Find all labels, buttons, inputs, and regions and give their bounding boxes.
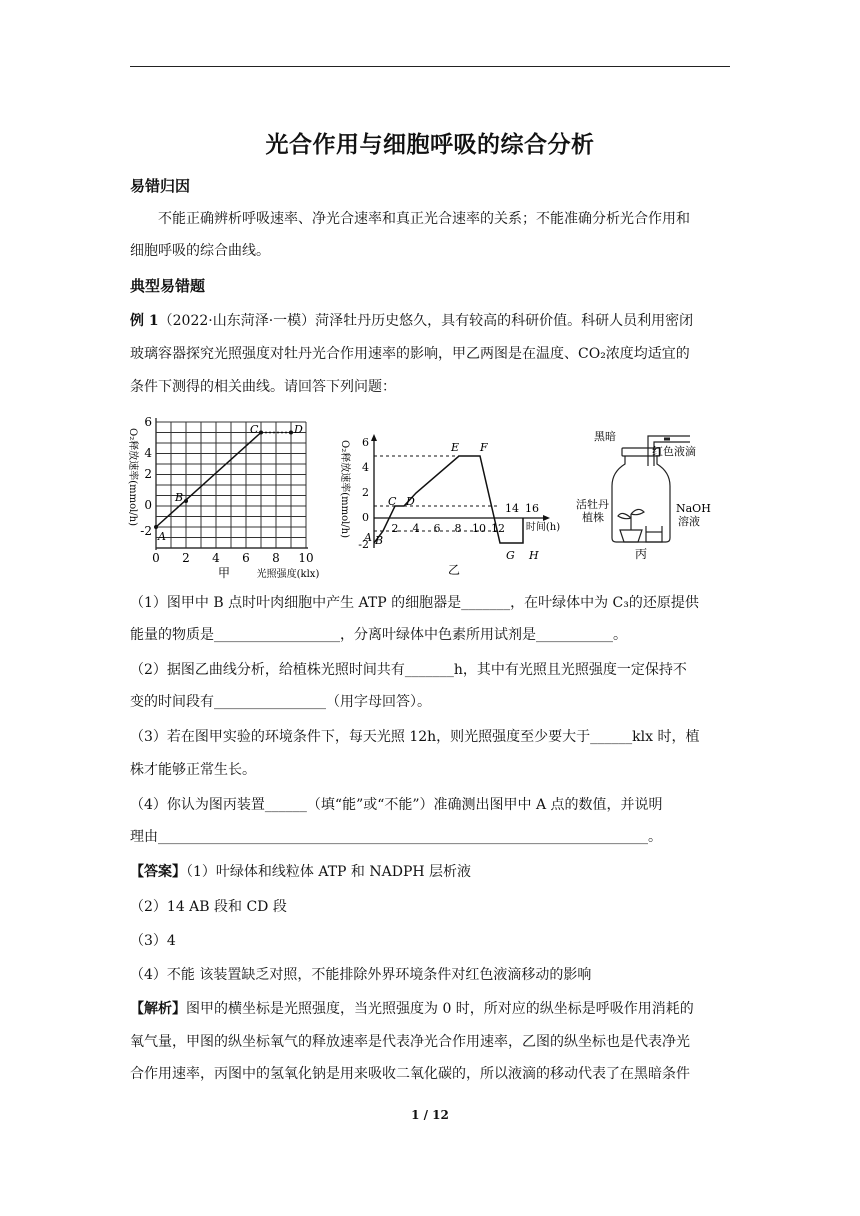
question-2a: （2）据图乙曲线分析，给植株光照时间共有_______h，其中有光照且光照强度一定保持不 xyxy=(130,662,687,678)
bing-label-plant-2: 植株 xyxy=(582,511,604,524)
bing-caption: 丙 xyxy=(634,547,648,561)
question-3a: （3）若在图甲实验的环境条件下，每天光照 12h，则光照强度至少要大于______klx 时，植 xyxy=(130,729,700,745)
yi-xtick: 14 xyxy=(505,502,519,515)
question-1a: （1）图甲中 B 点时叶肉细胞中产生 ATP 的细胞器是_______，在叶绿体中为 C₃的还原提供 xyxy=(130,595,699,611)
yi-ylabel: O₂释放速率(mmol/h) xyxy=(339,440,350,539)
jia-ytick: -2 xyxy=(140,524,152,538)
jia-label-b: B xyxy=(175,491,184,504)
answer-3: （3）4 xyxy=(130,933,176,949)
yi-label-e: E xyxy=(451,441,460,454)
jia-label-d: D xyxy=(294,423,303,436)
jia-xtick: 4 xyxy=(212,551,220,565)
errors-text-2: 细胞呼吸的综合曲线。 xyxy=(130,243,270,259)
jia-ytick: 6 xyxy=(144,415,152,429)
yi-label-h: H xyxy=(529,549,539,562)
yi-label-f: F xyxy=(480,441,488,454)
yi-label-d: D xyxy=(406,495,415,508)
yi-caption: 乙 xyxy=(447,563,461,577)
yi-xtick: 16 xyxy=(525,502,539,515)
page-number: 1 / 12 xyxy=(411,1108,449,1122)
analysis-1: 图甲的横坐标是光照强度，当光照强度为 0 时，所对应的纵坐标是呼吸作用消耗的 xyxy=(186,1001,694,1017)
jia-ytick: 2 xyxy=(144,467,152,481)
jia-label-c: C xyxy=(250,423,259,436)
analysis-label: 【解析】 xyxy=(130,1001,186,1017)
bing-label-drop: 红色液滴 xyxy=(652,445,696,458)
answer-4: （4）不能 该装置缺乏对照，不能排除外界环境条件对红色液滴移动的影响 xyxy=(130,967,592,983)
jia-xlabel: 光照强度(klx) xyxy=(256,569,320,580)
yi-label-g: G xyxy=(506,549,515,562)
answer-label: 【答案】 xyxy=(130,864,186,880)
jia-point-b xyxy=(184,499,188,503)
figure-yi xyxy=(336,428,568,578)
question-3b: 株才能够正常生长。 xyxy=(130,762,256,778)
jia-ytick: 0 xyxy=(144,498,152,512)
yi-xtick: 8 xyxy=(454,522,462,535)
jia-xtick: 2 xyxy=(182,551,190,565)
analysis-2: 氧气量，甲图的纵坐标氧气的释放速率是代表净光合作用速率，乙图的纵坐标也是代表净光 xyxy=(130,1034,690,1050)
jia-ytick: 4 xyxy=(144,446,152,460)
jia-point-c xyxy=(259,431,263,435)
typical-heading: 典型易错题 xyxy=(130,277,206,295)
yi-ytick: 2 xyxy=(362,486,369,499)
question-2b: 变的时间段有________________（用字母回答）。 xyxy=(130,694,431,710)
errors-heading: 易错归因 xyxy=(130,177,191,195)
jia-ylabel: O₂释放速率(mmol/h) xyxy=(127,428,138,527)
jia-label-a: A xyxy=(158,530,166,543)
yi-ytick: 6 xyxy=(362,436,369,449)
page-title: 光合作用与细胞呼吸的综合分析 xyxy=(265,132,595,158)
analysis-3: 合作用速率，丙图中的氢氧化钠是用来吸收二氧化碳的，所以液滴的移动代表了在黑暗条件 xyxy=(130,1066,690,1082)
yi-ytick: 4 xyxy=(362,461,369,474)
yi-xtick: 4 xyxy=(412,522,420,535)
question-4b: 理由______________________________________________________________________。 xyxy=(130,829,662,845)
yi-label-a: A xyxy=(364,531,372,544)
yi-label-b: B xyxy=(375,534,384,547)
header-rule xyxy=(130,66,730,67)
jia-xtick: 8 xyxy=(272,551,280,565)
answer-2: （2）14 AB 段和 CD 段 xyxy=(130,899,287,915)
yi-xtick: 10 xyxy=(472,522,486,535)
yi-xlabel: 时间(h) xyxy=(525,522,561,533)
example-line-2: 玻璃容器探究光照强度对牡丹光合作用速率的影响，甲乙两图是在温度、CO₂浓度均适宜的 xyxy=(130,346,690,362)
jia-line xyxy=(156,433,261,528)
jia-xtick: 6 xyxy=(242,551,250,565)
yi-xtick: 6 xyxy=(433,522,441,535)
bing-label-plant-1: 活牡丹 xyxy=(576,498,609,511)
bing-label-dark: 黑暗 xyxy=(594,430,616,443)
example-label: 例 1 xyxy=(130,313,159,329)
yi-xtick: 2 xyxy=(391,522,399,535)
figure-bing xyxy=(572,426,732,566)
example-line-1: （2022·山东菏泽·一模）菏泽牡丹历史悠久，具有较高的科研价值。科研人员利用密闭 xyxy=(158,313,694,329)
figure-jia xyxy=(118,410,328,580)
jia-caption: 甲 xyxy=(217,566,231,580)
yi-xtick: 12 xyxy=(491,522,505,535)
jia-xtick: 10 xyxy=(298,551,314,565)
yi-label-c: C xyxy=(388,495,397,508)
yi-ytick: 0 xyxy=(362,511,369,524)
question-1b: 能量的物质是__________________，分离叶绿体中色素所用试剂是___________。 xyxy=(130,627,627,643)
errors-text-1: 不能正确辨析呼吸速率、净光合速率和真正光合速率的关系；不能准确分析光合作用和 xyxy=(158,211,690,227)
bing-label-naoh-2: 溶液 xyxy=(678,515,700,528)
question-4a: （4）你认为图丙装置______（填“能”或“不能”）准确测出图甲中 A 点的数值，并说明 xyxy=(130,797,663,813)
jia-xtick: 0 xyxy=(152,551,160,565)
bing-label-naoh-1: NaOH xyxy=(676,502,711,515)
jia-point-d xyxy=(289,431,293,435)
jia-point-a xyxy=(154,525,158,529)
example-line-3: 条件下测得的相关曲线。请回答下列问题： xyxy=(130,379,396,395)
yi-ytick: -2 xyxy=(358,538,369,551)
answer-1: （1）叶绿体和线粒体 ATP 和 NADPH 层析液 xyxy=(186,864,472,880)
